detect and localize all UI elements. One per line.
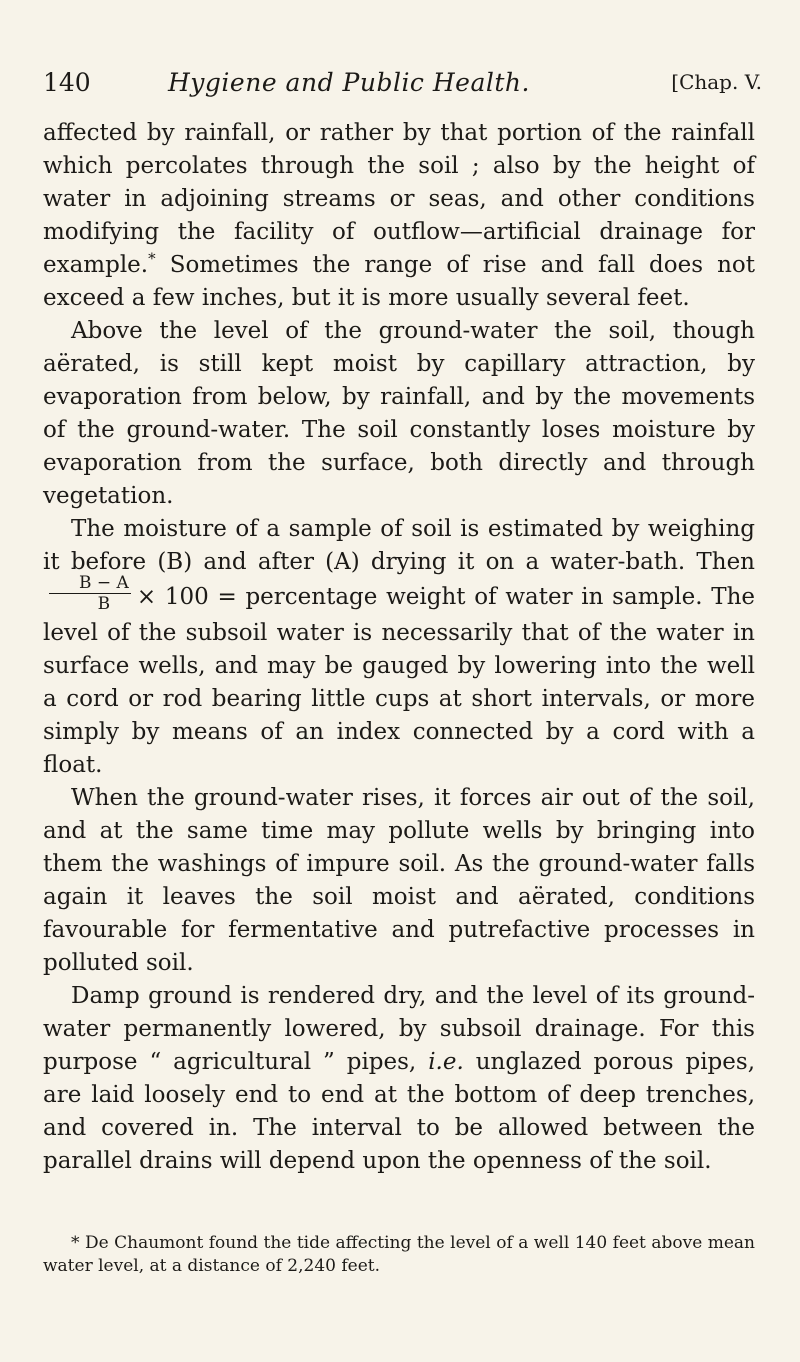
- paragraph-3-text-b: × 100 = percentage weight of water in sample. The level of the subsoil water is necessarily that of the water in surface wells, and may be gauged by lowering into the well a cord or rod bearing little cups at short intervals, or more simply by means of an index connected by a cord with a float.: [43, 584, 755, 778]
- footnote: * De Chaumont found the tide affecting the level of a well 140 feet above mean water level, at a distance of 2,240 feet.: [43, 1233, 755, 1276]
- paragraph-5-text-b: unglazed porous pipes, are laid loosely end to end at the bottom of deep trenches, and covered in. The interval to be allowed between the parallel drains will depend upon the openness of the soil.: [43, 1049, 756, 1174]
- chapter-label: [Chap. V.: [671, 70, 762, 94]
- paragraph-5: [43, 980, 755, 1178]
- running-head: [43, 60, 762, 100]
- paragraph-5-text-a: Damp ground is rendered dry, and the level of its ground-water permanently lowered, by subsoil drainage. For this purpose “ agricultural ” pipes,: [43, 983, 755, 1075]
- formula-denominator: B: [97, 594, 111, 614]
- paragraph-2: Above the level of the ground-water the soil, though aërated, is still kept moist by capillary attraction, by evaporation from below, by rainfall, and by the movements of the ground-water. The soil constantly loses moisture by evaporation from the surface, both directly and through vegetation.: [43, 318, 755, 509]
- fraction-formula: [49, 575, 131, 613]
- italic-abbreviation: i.e.: [428, 1049, 464, 1075]
- paragraph-1-text-b: Sometimes the range of rise and fall does not exceed a few inches, but it is more usually several feet.: [43, 252, 755, 311]
- fraction-bar: [49, 593, 131, 594]
- paragraph-1: [43, 117, 755, 315]
- running-title: Hygiene and Public Health.: [168, 68, 530, 97]
- paragraph-3: [43, 513, 755, 782]
- body-text: [43, 117, 755, 1178]
- page-number: 140: [43, 68, 91, 97]
- footnote-reference: *: [148, 249, 156, 268]
- paragraph-1-text-a: affected by rainfall, or rather by that portion of the rainfall which percolates through the soil ; also by the height of water in adjoining streams or seas, and other conditions modifying the facility of outflow—artificial drainage for example.: [43, 120, 755, 278]
- paragraph-4: When the ground-water rises, it forces air out of the soil, and at the same time may pollute wells by bringing into them the washings of impure soil. As the ground-water falls again it leaves the soil moist and aërated, conditions favourable for fermentative and putrefactive processes in polluted soil.: [43, 785, 755, 976]
- paragraph-3-text-a: The moisture of a sample of soil is estimated by weighing it before (B) and after (A) drying it on a water-bath. Then: [43, 516, 755, 575]
- formula-numerator: B − A: [79, 573, 129, 593]
